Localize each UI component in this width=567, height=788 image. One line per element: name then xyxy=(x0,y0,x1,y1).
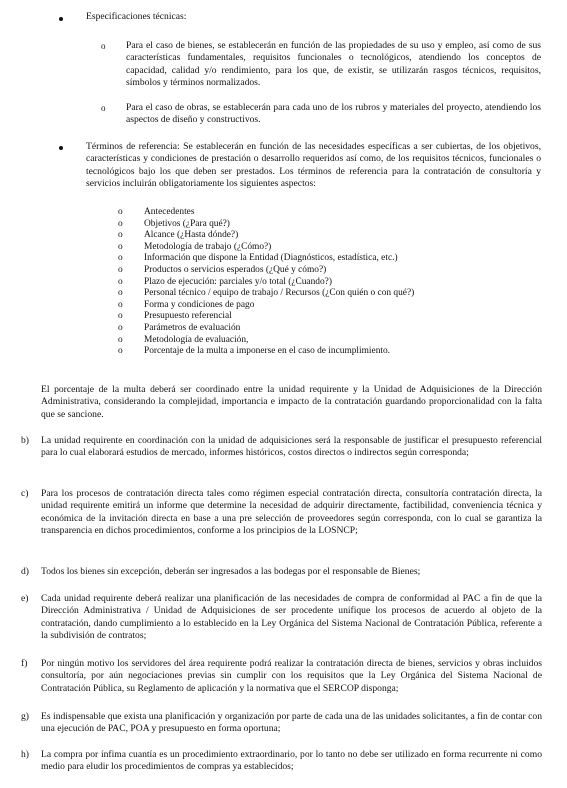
specs-item-works: Para el caso de obras, se establecerán para cada uno de los rubros y materiales del proyecto, atendiendo los aspectos de diseño y constructivos. xyxy=(126,102,541,126)
item-f-text: Por ningún motivo los servidores del área requirente podrá realizar la contratación directa de bienes, servicios y obras incluidos consultoría, por aún negociaciones previas sin cumplir con los requisitos que la Ley Orgánica del Sistema Nacional de Contratación Pública, su Reglamento de aplicación y la normativa que el SERCOP disponga; xyxy=(41,658,542,694)
list-item: o Porcentaje de la multa a imponerse en el caso de incumplimiento. xyxy=(118,346,391,357)
list-item: o Objetivos (¿Para qué?) xyxy=(118,218,230,229)
specs-title: Especificaciones técnicas: xyxy=(86,11,187,22)
list-item: o Personal técnico / equipo de trabajo / Recursos (¿Con quién o con qué?) xyxy=(118,288,415,299)
item-g-text: Es indispensable que exista una planificación y organización por parte de cada una de las unidades solicitantes, a fin de contar con una ejecución de PAC, POA y presupuesto en forma oportuna; xyxy=(41,711,542,735)
circle-bullet: o xyxy=(118,276,123,287)
specs-item-goods: Para el caso de bienes, se establecerán en función de las propiedades de su uso y empleo, así como de sus características fundamentales, requisitos funcionales o tecnológicos, atendiendo los conceptos de capacidad, calidad y/o rendimiento, para los que, de existir, se utilizarán rasgos técnicos, requisitos, símbolos y términos normalizados. xyxy=(126,40,541,89)
circle-bullet: o xyxy=(118,253,123,264)
circle-bullet: o xyxy=(118,264,123,275)
list-item: o Forma y condiciones de pago xyxy=(118,299,255,310)
item-b-text: La unidad requirente en coordinación con la unidad de adquisiciones será la responsable de justificar el presupuesto referencial para lo cual elaborará estudios de mercado, informes históricos, costos directos o indirectos según corresponda; xyxy=(41,435,542,459)
circle-bullet: o xyxy=(118,207,123,217)
item-letter: c) xyxy=(21,488,29,499)
list-item: o Presupuesto referencial xyxy=(118,311,232,322)
circle-bullet: o xyxy=(118,230,123,241)
circle-bullet: o xyxy=(118,311,123,322)
circle-bullet: o xyxy=(118,299,123,310)
list-item: o Productos o servicios esperados (¿Qué y cómo?) xyxy=(118,264,327,275)
list-item: o Parámetros de evaluación xyxy=(118,322,241,333)
circle-bullet: o xyxy=(101,41,106,51)
circle-bullet: o xyxy=(118,334,123,345)
bullet-dot xyxy=(59,17,63,21)
item-e-text: Cada unidad requirente deberá realizar una planificación de las necesidades de compra de conformidad al PAC a fin de que la Dirección Administrativa / Unidad de Adquisiciones de ser procedente unifique los procesos de acuerdo al objeto de la contratación, dando cumplimiento a lo establecido en la Ley Orgánica del Sistema Nacional de Contratación Pública, referente a la subdivisión de contratos; xyxy=(41,593,542,642)
item-letter: d) xyxy=(21,566,29,577)
circle-bullet: o xyxy=(118,346,123,357)
list-item: o Metodología de trabajo (¿Cómo?) xyxy=(118,241,272,252)
item-letter: b) xyxy=(21,435,29,446)
list-item: o Alcance (¿Hasta dónde?) xyxy=(118,230,239,241)
circle-bullet: o xyxy=(118,288,123,299)
item-c-text: Para los procesos de contratación directa tales como régimen especial contratación directa, consultoría contratación directa, la unidad requirente emitirá un informe que determine la necesidad de adquirir directamente, factibilidad, conveniencia técnica y económica de la invitación directa en base a una pre selección de proveedores según corresponda, con lo cual se garantiza la transparencia en dichos procedimientos, conforme a los principios de la LOSNCP; xyxy=(41,488,542,537)
circle-bullet: o xyxy=(101,103,106,113)
multa-paragraph: El porcentaje de la multa deberá ser coordinado entre la unidad requirente y la Unidad de Adquisiciones de la Dirección Administrativa, considerando la complejidad, importancia e impacto de la contratación guardando proporcionalidad con la falta que se sancione. xyxy=(41,384,542,420)
list-item: o Plazo de ejecución: parciales y/o total (¿Cuando?) xyxy=(118,276,332,287)
item-h-text: La compra por ínfima cuantía es un procedimiento extraordinario, por lo tanto no debe ser utilizado en forma recurrente ni como medio para eludir los procedimientos de compras ya establecidos; xyxy=(41,749,542,773)
list-item: o Metodología de evaluación, xyxy=(118,334,249,345)
circle-bullet: o xyxy=(118,218,123,229)
list-item: o Antecedentes xyxy=(118,207,195,217)
item-letter: e) xyxy=(21,593,29,604)
bullet-dot xyxy=(59,146,63,150)
circle-bullet: o xyxy=(118,322,123,333)
item-letter: f) xyxy=(21,658,28,669)
terms-list xyxy=(118,207,414,358)
list-item: o Información que dispone la Entidad (Diagnósticos, estadística, etc.) xyxy=(118,253,398,264)
item-d-text: Todos los bienes sin excepción, deberán ser ingresados a las bodegas por el responsable de Bienes; xyxy=(41,566,421,577)
item-letter: g) xyxy=(21,711,29,722)
terms-of-reference: Términos de referencia: Se establecerán en función de las necesidades específicas a ser cubiertas, de los objetivos, características y condiciones de prestación o desarrollo requeridos así como, de los requisitos técnicos, funcionales o tecnológicos bajo los que deben ser prestados. Los términos de referencia para la contratación de consultoría y servicios incluirán obligatoriamente los siguientes aspectos: xyxy=(86,141,541,190)
item-letter: h) xyxy=(21,749,29,760)
circle-bullet: o xyxy=(118,241,123,252)
